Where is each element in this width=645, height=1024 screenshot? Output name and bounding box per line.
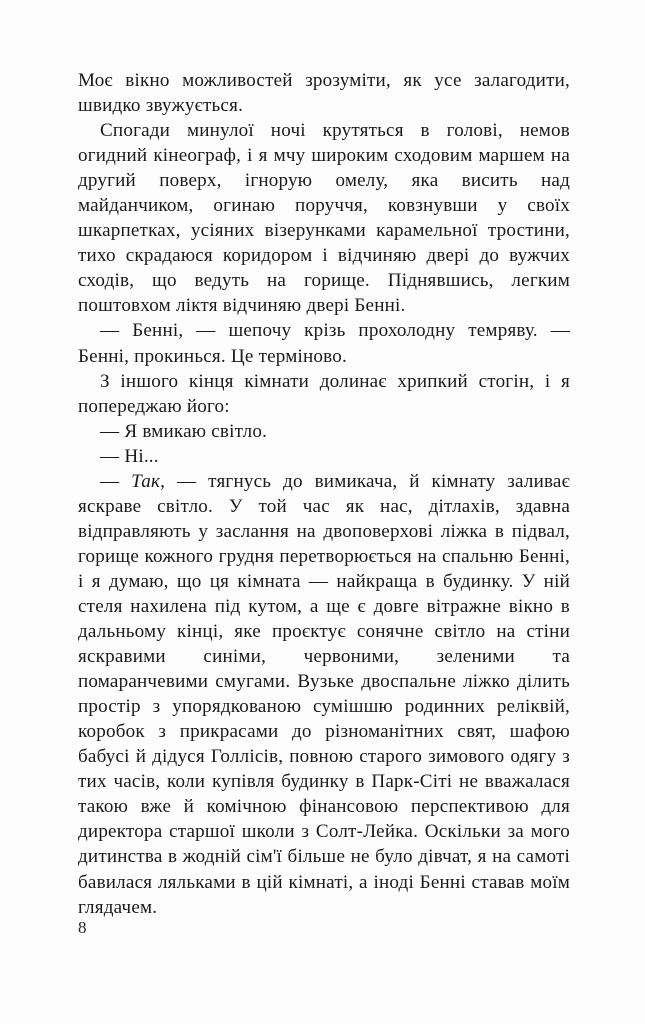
paragraph-7-remainder: , — тягнусь до вимикача, й кімнату заливає яскраве світло. У той час як нас, дітлахів, здавна відправляють у заслання на двоповерхові ліжка в підвал, горище кожного грудня перетворюється на спальню Бенні, і я думаю, що ця кімната — найкраща в будинку. У ній стеля нахилена під кутом, а ще є довге вітражне вікно в дальньому кінці, яке проєктує сонячне світло на стіни яскравими синіми, червоними, зеленими та помаранчевими смугами. Вузьке двоспальне ліжко ділить простір з упорядкованою сумішшю родинних реліквій, коробок з прикрасами до різноманітних свят, шафою бабусі й дідуся Голлісів, повною старого зимового одягу з тих часів, коли купівля будинку в Парк-Сіті не вважалася такою вже й комічною фінансовою перспективою для директора старшої школи з Солт-Лейка. Оскільки за мого дитинства в жодній сім'ї більше не було дівчат, я на самоті бавилася ляльками в цій кімнаті, а іноді Бенні ставав моїм глядачем. bbox=[78, 470, 570, 918]
paragraph-3-dialogue: — Бенні, — шепочу крізь прохолодну темряву. — Бенні, прокинься. Це терміново. bbox=[78, 320, 570, 367]
paragraph-2: Спогади минулої ночі крутяться в голові, немов огидний кінеограф, і я мчу широким сходовим маршем на другий поверх, ігнорую омелу, яка висить над майданчиком, огинаю поруччя, ковзнувши у своїх шкарпетках, усіяних візерунками карамельної тростини, тихо скрадаюся коридором і відчиняю двері до вужчих сходів, що ведуть на горище. Піднявшись, легким поштовхом ліктя відчиняю двері Бенні. bbox=[78, 120, 570, 317]
paragraph-1: Моє вікно можливостей зрозуміти, як усе залагодити, швидко звужується. bbox=[78, 70, 570, 117]
paragraph-4: З іншого кінця кімнати долинає хрипкий стогін, і я попереджаю його: bbox=[78, 370, 570, 417]
page-number: 8 bbox=[78, 918, 87, 937]
paragraph-7-dialogue bbox=[78, 469, 570, 920]
dialogue-dash: — bbox=[100, 470, 132, 492]
emphasized-word: Так bbox=[131, 470, 161, 492]
paragraph-6-dialogue: — Ні... bbox=[100, 445, 159, 467]
page-text-block bbox=[78, 68, 570, 920]
paragraph-5-dialogue: — Я вмикаю світло. bbox=[100, 420, 268, 442]
